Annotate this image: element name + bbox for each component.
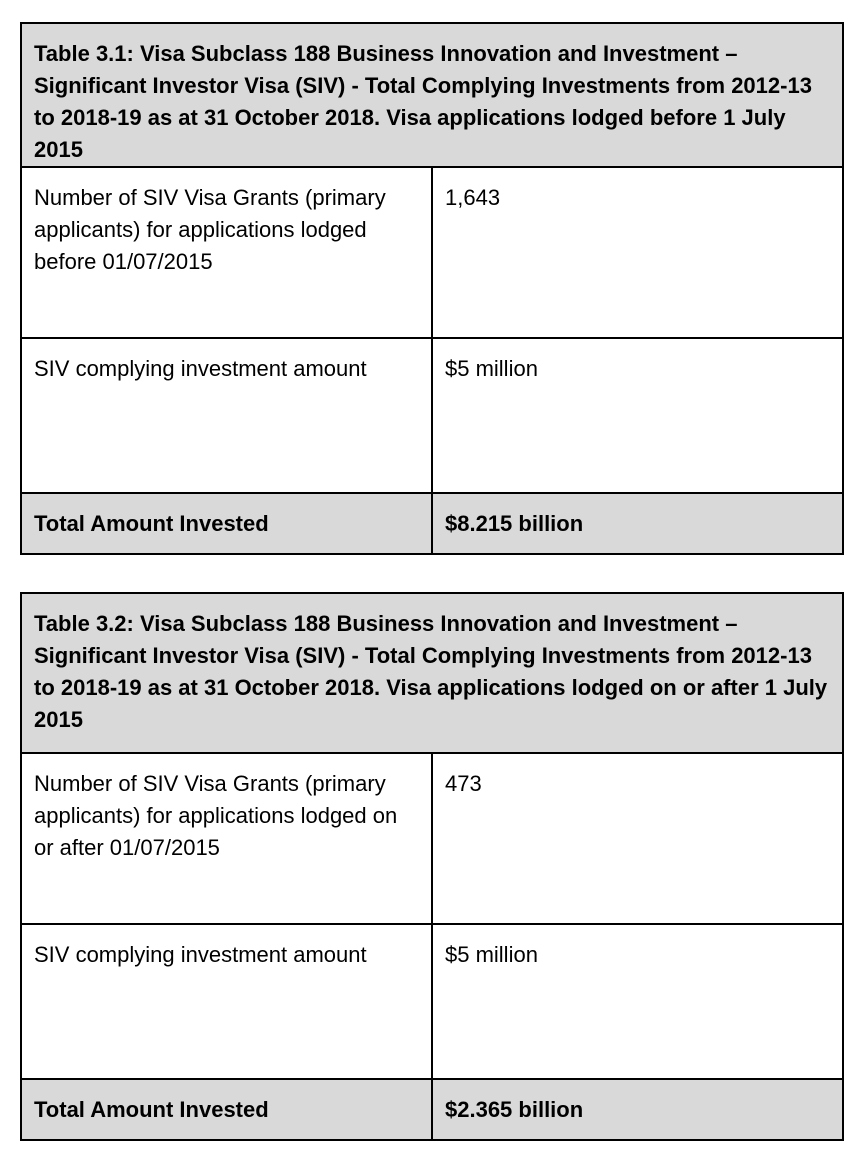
table-total-row: [21, 1079, 843, 1140]
table-3-2: [20, 592, 844, 1141]
table-caption-row: [21, 23, 843, 167]
table-total-row: [21, 493, 843, 554]
table-row: [21, 338, 843, 493]
visa-grants-label: Number of SIV Visa Grants (primary applicants) for applications lodged before 01/07/2015: [21, 167, 432, 338]
total-invested-value: $2.365 billion: [432, 1079, 843, 1140]
table-3-1: [20, 22, 844, 555]
total-invested-label: Total Amount Invested: [21, 493, 432, 554]
investment-amount-value: $5 million: [432, 338, 843, 493]
visa-grants-value: 1,643: [432, 167, 843, 338]
total-invested-label: Total Amount Invested: [21, 1079, 432, 1140]
table-caption: Table 3.1: Visa Subclass 188 Business Innovation and Investment – Significant Investor Visa (SIV) - Total Complying Investments from 2012-13 to 2018-19 as at 31 October 2018. Visa applications lodged before 1 July 2015: [21, 23, 843, 167]
table-caption-row: [21, 593, 843, 753]
table-row: [21, 753, 843, 924]
investment-amount-label: SIV complying investment amount: [21, 924, 432, 1079]
table-row: [21, 167, 843, 338]
total-invested-value: $8.215 billion: [432, 493, 843, 554]
table-row: [21, 924, 843, 1079]
investment-amount-label: SIV complying investment amount: [21, 338, 432, 493]
visa-grants-label: Number of SIV Visa Grants (primary applicants) for applications lodged on or after 01/07/2015: [21, 753, 432, 924]
table-caption: Table 3.2: Visa Subclass 188 Business Innovation and Investment – Significant Investor Visa (SIV) - Total Complying Investments from 2012-13 to 2018-19 as at 31 October 2018. Visa applications lodged on or after 1 July 2015: [21, 593, 843, 753]
investment-amount-value: $5 million: [432, 924, 843, 1079]
visa-grants-value: 473: [432, 753, 843, 924]
